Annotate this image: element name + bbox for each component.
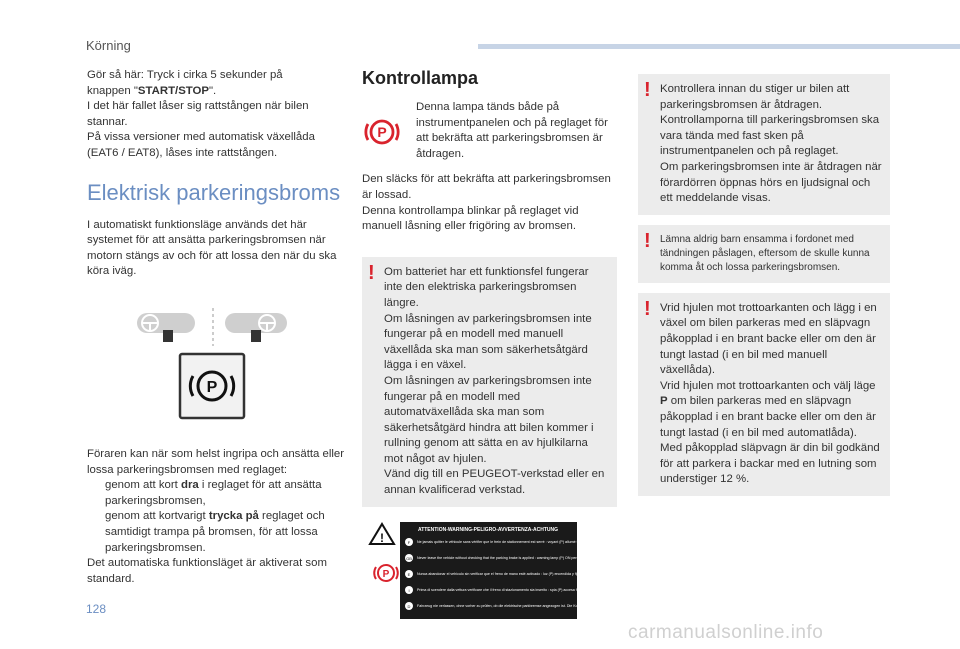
section-title: Körning: [86, 38, 131, 53]
warning-icon: !: [644, 79, 651, 101]
label-title: ATTENTION-WARNING-PELIGRO-AVVERTENZA-ACHTUNG: [417, 526, 559, 533]
para-default: Det automatiska funktionsläget är aktiverat som standard.: [87, 557, 327, 585]
svg-text:!: !: [380, 530, 384, 545]
svg-text:P: P: [377, 124, 387, 140]
svg-text:P: P: [382, 568, 390, 580]
warning-label-icon: [362, 519, 644, 619]
para-slacks: Den släcks för att bekräfta att parkeringsbromsen är lossad.: [362, 173, 611, 201]
warning-label-image: [362, 519, 644, 619]
svg-text:I: I: [408, 587, 410, 593]
watermark: carmanualsonline.info: [628, 622, 824, 643]
column-2: [362, 66, 644, 619]
intro-text: Gör så här: Tryck i cirka 5 sekunder på knappen "START/STOP". I det här fallet låser sig rattstången när bilen stannar. På vissa versioner med automatisk växellåda (EAT6 / EAT8), låses inte rattstången.: [87, 69, 315, 159]
bullet-release: genom att kortvarigt trycka på reglaget och samtidigt trampa på bromsen, för att lossa parkeringsbromsen.: [105, 510, 325, 554]
column-3: [638, 74, 890, 506]
steering-wheel-icon: [87, 298, 345, 433]
heading-kontrollampa: Kontrollampa: [362, 68, 479, 88]
svg-text:GB: GB: [406, 555, 412, 561]
svg-text:F: F: [407, 539, 411, 545]
children-warning-box: ! Lämna aldrig barn ensamma i fordonet med tändningen påslagen, eftersom de skulle kunna komma åt och lossa parkeringsbromsen.: [638, 225, 890, 283]
battery-warning-box: ! Om batteriet har ett funktionsfel fungerar inte den elektriska parkeringsbromsen längre. Om låsningen av parkeringsbromsen inte fungerar på en modell med manuell växellåda ska man som säkerhetsåtgärd lägga i en växel. Om låsningen av parkeringsbromsen inte fungerar på en modell med automatväxellåda ska man som säkerhetsåtgärd hindra att bilen kommer i rullning genom att sätta en av hjulkilarna mot något av hjulen. Vänd dig till en PEUGEOT-verkstad eller en annan kvalificerad verkstad.: [362, 257, 617, 507]
lamp-row: [362, 100, 617, 162]
check-before-exit-box: ! Kontrollera innan du stiger ur bilen att parkeringsbromsen är åtdragen. Kontrollamporna till parkeringsbromsen ska vara tända med fast sken på instrumentpanelen och på reglaget. Om parkeringsbromsen inte är åtdragen när förardörren öppnas hörs en ljudsignal och ett meddelande visas.: [638, 74, 890, 215]
svg-text:Fahrzeug nie verlassen, ohne v: Fahrzeug nie verlassen, ohne vorher zu prüfen, ob die elektrische parkbremse angezogen ist. Die Kontrollleuchte (P) leuchtet dann permanent: [417, 603, 644, 608]
trailer-warning-box: ! Vrid hjulen mot trottoarkanten och lägg i en växel om bilen parkeras med en släpvagn påkopplad i en brant backe eller om den är tungt lastad (i en bil med manuell växellåda). Vrid hjulen mot trottoarkanten och välj läge P om bilen parkeras med en släpvagn påkopplad i en brant backe eller om den är tungt lastad (i en bil med automatlåda). Med påkopplad släpvagn är din bil godkänd för att parkera i backar med en lutning som understiger 12 %.: [638, 293, 890, 496]
svg-text:Prima di scendere dalla vettur: Prima di scendere dalla vettura verificare che il freno di stazionamento sia inserito : spia (P) accesa fissa: [417, 587, 584, 592]
svg-text:E: E: [407, 571, 411, 577]
svg-text:Never leave the vehicle withou: Never leave the vehicle without checking that the parking brake is applied : warning lamp (P) ON permanently: [417, 555, 592, 560]
warning-icon: !: [644, 229, 651, 252]
bullet-apply: genom att kort dra i reglaget för att ansätta parkeringsbromsen,: [105, 479, 322, 507]
para-driver: Föraren kan när som helst ingripa och ansätta eller lossa parkeringsbromsen med reglaget:: [87, 447, 345, 476]
para-blinkar: Denna kontrollampa blinkar på reglaget vid manuell låsning eller frigöring av bromsen.: [362, 204, 579, 233]
warning-icon: !: [644, 297, 651, 320]
column-1: [87, 68, 345, 587]
svg-text:P: P: [206, 378, 218, 396]
svg-text:Nunca abandonar el vehículo si: Nunca abandonar el vehículo sin verificar que el freno de mano esté activado : luz (P) encendida y fija: [417, 571, 580, 576]
svg-text:D: D: [407, 603, 411, 609]
heading-elektrisk: Elektrisk parkeringsbroms: [87, 179, 341, 205]
page-number: 128: [86, 602, 107, 616]
parking-brake-warning-icon: [362, 112, 402, 152]
svg-text:Ne jamais quitter le véhicule: Ne jamais quitter le véhicule sans vérifier que le frein de stationnement est serré : voyant (P) allumé fixe: [417, 539, 583, 544]
header-bar: [478, 44, 960, 49]
para-automatic: I automatiskt funktionsläge används det här systemet för att ansätta parkeringsbromsen när motorn stängs av och för att lossa den när du ska köra iväg.: [87, 218, 337, 278]
brake-control-illustration: [87, 298, 345, 433]
lamp-text: Denna lampa tänds både på instrumentpanelen och på reglaget för att bekräfta att parkeringsbromsen är åtdragen.: [416, 101, 608, 160]
warning-icon: !: [368, 261, 375, 284]
